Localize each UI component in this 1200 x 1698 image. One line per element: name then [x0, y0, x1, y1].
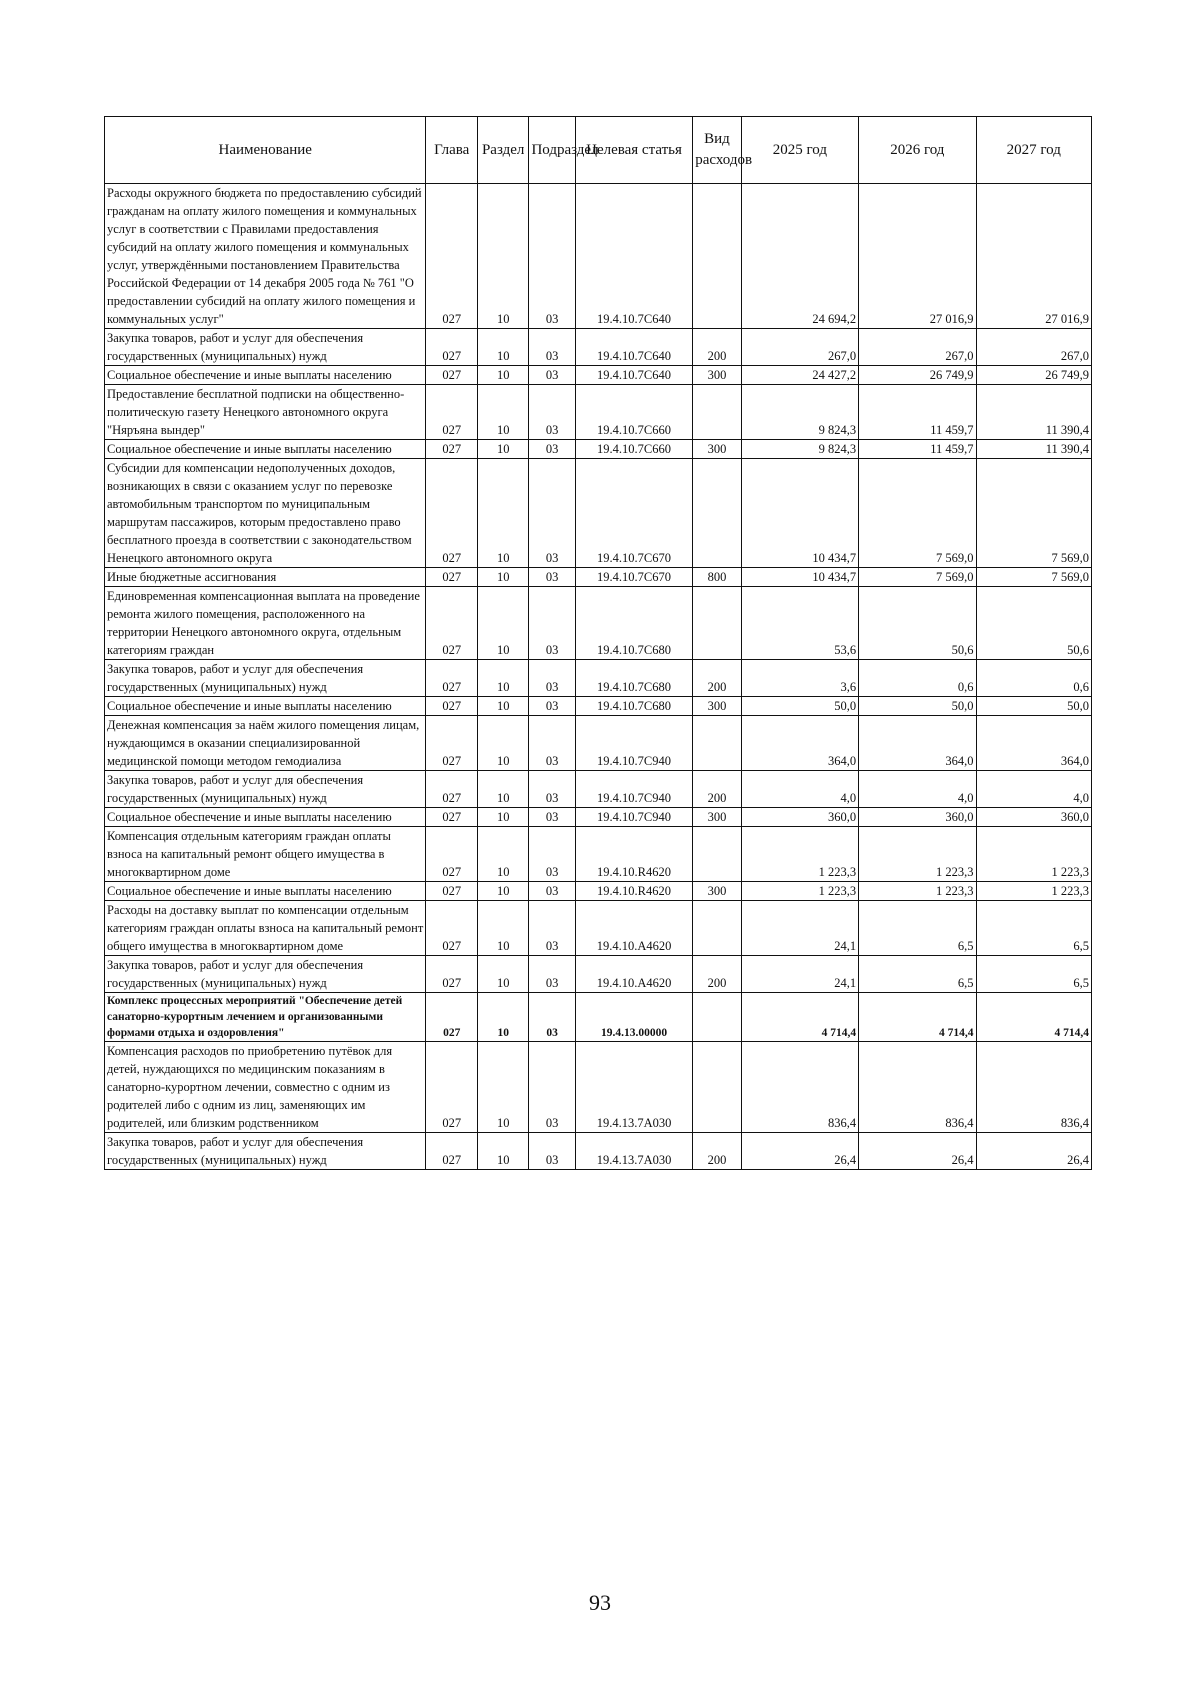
row-2025: 10 434,7	[741, 459, 858, 568]
table-row	[105, 459, 1092, 568]
row-subsection: 03	[529, 459, 575, 568]
row-2026: 360,0	[859, 808, 976, 827]
row-2027: 50,6	[976, 587, 1091, 660]
row-name: Закупка товаров, работ и услуг для обеспечения государственных (муниципальных) нужд	[105, 956, 426, 993]
header-exp-type: Вид расходов	[693, 117, 741, 184]
row-exp-type	[693, 184, 741, 329]
row-subsection: 03	[529, 660, 575, 697]
row-subsection: 03	[529, 956, 575, 993]
row-exp-type	[693, 459, 741, 568]
row-section: 10	[477, 771, 529, 808]
row-2025: 53,6	[741, 587, 858, 660]
row-2027: 26,4	[976, 1133, 1091, 1170]
row-target: 19.4.10.R4620	[575, 827, 692, 882]
row-2026: 26 749,9	[859, 366, 976, 385]
row-chapter: 027	[426, 184, 478, 329]
row-2026: 0,6	[859, 660, 976, 697]
row-section: 10	[477, 882, 529, 901]
row-subsection: 03	[529, 440, 575, 459]
row-2026: 6,5	[859, 901, 976, 956]
row-2025: 24,1	[741, 901, 858, 956]
row-2025: 24,1	[741, 956, 858, 993]
row-target: 19.4.10.7С660	[575, 440, 692, 459]
row-subsection: 03	[529, 882, 575, 901]
row-2027: 6,5	[976, 956, 1091, 993]
table-row	[105, 366, 1092, 385]
row-2026: 1 223,3	[859, 827, 976, 882]
row-section: 10	[477, 440, 529, 459]
header-2026: 2026 год	[859, 117, 976, 184]
header-2027: 2027 год	[976, 117, 1091, 184]
row-section: 10	[477, 184, 529, 329]
row-exp-type	[693, 901, 741, 956]
row-section: 10	[477, 660, 529, 697]
row-exp-type	[693, 827, 741, 882]
row-name: Закупка товаров, работ и услуг для обеспечения государственных (муниципальных) нужд	[105, 771, 426, 808]
row-2026: 6,5	[859, 956, 976, 993]
row-name: Закупка товаров, работ и услуг для обеспечения государственных (муниципальных) нужд	[105, 660, 426, 697]
row-exp-type: 300	[693, 697, 741, 716]
row-section: 10	[477, 993, 529, 1042]
row-chapter: 027	[426, 1042, 478, 1133]
row-chapter: 027	[426, 385, 478, 440]
row-2027: 0,6	[976, 660, 1091, 697]
row-subsection: 03	[529, 385, 575, 440]
row-chapter: 027	[426, 808, 478, 827]
row-exp-type	[693, 993, 741, 1042]
row-section: 10	[477, 1042, 529, 1133]
row-2025: 24 694,2	[741, 184, 858, 329]
row-subsection: 03	[529, 993, 575, 1042]
row-chapter: 027	[426, 1133, 478, 1170]
row-2027: 50,0	[976, 697, 1091, 716]
row-name: Комплекс процессных мероприятий "Обеспечение детей санаторно-курортным лечением и организованными формами отдыха и оздоровления"	[105, 993, 426, 1042]
page-number: 93	[589, 1590, 611, 1615]
header-section: Раздел	[477, 117, 529, 184]
row-name: Расходы на доставку выплат по компенсации отдельным категориям граждан оплаты взноса на капитальный ремонт общего имущества в многоквартирном доме	[105, 901, 426, 956]
row-2026: 7 569,0	[859, 459, 976, 568]
row-subsection: 03	[529, 1042, 575, 1133]
row-2025: 10 434,7	[741, 568, 858, 587]
table-row	[105, 956, 1092, 993]
row-subsection: 03	[529, 366, 575, 385]
row-chapter: 027	[426, 771, 478, 808]
row-exp-type: 200	[693, 329, 741, 366]
row-2026: 26,4	[859, 1133, 976, 1170]
row-target: 19.4.10.7С680	[575, 660, 692, 697]
row-subsection: 03	[529, 901, 575, 956]
row-name: Денежная компенсация за наём жилого помещения лицам, нуждающимся в оказании специализированной медицинской помощи методом гемодиализа	[105, 716, 426, 771]
row-target: 19.4.10.7С670	[575, 459, 692, 568]
row-name: Социальное обеспечение и иные выплаты населению	[105, 697, 426, 716]
table-row	[105, 1042, 1092, 1133]
row-2025: 1 223,3	[741, 827, 858, 882]
row-subsection: 03	[529, 697, 575, 716]
row-subsection: 03	[529, 1133, 575, 1170]
row-subsection: 03	[529, 771, 575, 808]
row-chapter: 027	[426, 440, 478, 459]
row-2025: 24 427,2	[741, 366, 858, 385]
row-exp-type: 200	[693, 1133, 741, 1170]
row-name: Социальное обеспечение и иные выплаты населению	[105, 440, 426, 459]
row-subsection: 03	[529, 808, 575, 827]
row-2026: 1 223,3	[859, 882, 976, 901]
row-2026: 836,4	[859, 1042, 976, 1133]
row-exp-type: 200	[693, 771, 741, 808]
row-chapter: 027	[426, 329, 478, 366]
table-body	[105, 184, 1092, 1170]
row-2027: 1 223,3	[976, 882, 1091, 901]
row-name: Компенсация расходов по приобретению путёвок для детей, нуждающихся по медицинским показаниям в санаторно-курортном лечении, совместно с одним из родителей либо с одним из лиц, заменяющих им родителей, или близким родственником	[105, 1042, 426, 1133]
row-section: 10	[477, 366, 529, 385]
row-exp-type	[693, 385, 741, 440]
row-2027: 27 016,9	[976, 184, 1091, 329]
row-name: Социальное обеспечение и иные выплаты населению	[105, 808, 426, 827]
row-2025: 50,0	[741, 697, 858, 716]
header-target: Целевая статья	[575, 117, 692, 184]
header-subsection: Подраздел	[529, 117, 575, 184]
table-row	[105, 184, 1092, 329]
row-2027: 4,0	[976, 771, 1091, 808]
row-2025: 360,0	[741, 808, 858, 827]
row-2025: 4,0	[741, 771, 858, 808]
row-exp-type: 200	[693, 660, 741, 697]
row-name: Единовременная компенсационная выплата на проведение ремонта жилого помещения, расположенного на территории Ненецкого автономного округа, отдельным категориям граждан	[105, 587, 426, 660]
row-exp-type	[693, 587, 741, 660]
row-target: 19.4.10.7С680	[575, 587, 692, 660]
row-exp-type: 200	[693, 956, 741, 993]
row-target: 19.4.10.7С640	[575, 184, 692, 329]
row-target: 19.4.10.7С660	[575, 385, 692, 440]
table-row	[105, 882, 1092, 901]
row-chapter: 027	[426, 956, 478, 993]
row-name: Социальное обеспечение и иные выплаты населению	[105, 882, 426, 901]
row-exp-type: 300	[693, 440, 741, 459]
row-2027: 7 569,0	[976, 459, 1091, 568]
row-target: 19.4.10.7С640	[575, 329, 692, 366]
table-row	[105, 827, 1092, 882]
row-exp-type: 300	[693, 366, 741, 385]
row-2027: 1 223,3	[976, 827, 1091, 882]
row-2026: 11 459,7	[859, 440, 976, 459]
header-2025: 2025 год	[741, 117, 858, 184]
table-row	[105, 385, 1092, 440]
header-name: Наименование	[105, 117, 426, 184]
row-2026: 267,0	[859, 329, 976, 366]
row-chapter: 027	[426, 697, 478, 716]
row-2026: 11 459,7	[859, 385, 976, 440]
row-name: Субсидии для компенсации недополученных доходов, возникающих в связи с оказанием услуг по перевозке автомобильным транспортом по муниципальным маршрутам пассажиров, которым предоставлено право бесплатного проезда в соответствии с законодательством Ненецкого автономного округа	[105, 459, 426, 568]
row-subsection: 03	[529, 568, 575, 587]
row-subsection: 03	[529, 329, 575, 366]
row-subsection: 03	[529, 827, 575, 882]
row-chapter: 027	[426, 901, 478, 956]
row-2027: 11 390,4	[976, 440, 1091, 459]
row-2025: 3,6	[741, 660, 858, 697]
row-exp-type: 300	[693, 882, 741, 901]
table-row	[105, 440, 1092, 459]
row-name: Иные бюджетные ассигнования	[105, 568, 426, 587]
row-section: 10	[477, 385, 529, 440]
table-row	[105, 660, 1092, 697]
row-2025: 267,0	[741, 329, 858, 366]
row-name: Закупка товаров, работ и услуг для обеспечения государственных (муниципальных) нужд	[105, 329, 426, 366]
row-chapter: 027	[426, 882, 478, 901]
row-target: 19.4.13.00000	[575, 993, 692, 1042]
row-2025: 836,4	[741, 1042, 858, 1133]
row-name: Предоставление бесплатной подписки на общественно-политическую газету Ненецкого автономного округа "Няръяна вындер"	[105, 385, 426, 440]
row-target: 19.4.13.7А030	[575, 1133, 692, 1170]
row-name: Компенсация отдельным категориям граждан оплаты взноса на капитальный ремонт общего имущества в многоквартирном доме	[105, 827, 426, 882]
row-chapter: 027	[426, 993, 478, 1042]
header-chapter: Глава	[426, 117, 478, 184]
row-2025: 1 223,3	[741, 882, 858, 901]
table-row	[105, 697, 1092, 716]
row-target: 19.4.10.7С940	[575, 808, 692, 827]
row-2026: 50,6	[859, 587, 976, 660]
row-chapter: 027	[426, 827, 478, 882]
row-chapter: 027	[426, 660, 478, 697]
row-2025: 26,4	[741, 1133, 858, 1170]
row-section: 10	[477, 901, 529, 956]
row-target: 19.4.10.А4620	[575, 956, 692, 993]
row-target: 19.4.10.7С670	[575, 568, 692, 587]
row-subsection: 03	[529, 184, 575, 329]
row-section: 10	[477, 697, 529, 716]
row-section: 10	[477, 827, 529, 882]
row-exp-type: 800	[693, 568, 741, 587]
table-row	[105, 1133, 1092, 1170]
row-section: 10	[477, 587, 529, 660]
row-2027: 26 749,9	[976, 366, 1091, 385]
row-name: Расходы окружного бюджета по предоставлению субсидий гражданам на оплату жилого помещения и коммунальных услуг в соответствии с Правилами предоставления субсидий на оплату жилого помещения и коммунальных услуг, утверждёнными постановлением Правительства Российской Федерации от 14 декабря 2005 года № 761 "О предоставлении субсидий на оплату жилого помещения и коммунальных услуг"	[105, 184, 426, 329]
row-2026: 50,0	[859, 697, 976, 716]
row-2025: 9 824,3	[741, 385, 858, 440]
budget-table	[104, 116, 1092, 1170]
row-chapter: 027	[426, 366, 478, 385]
table-row	[105, 568, 1092, 587]
table-row	[105, 993, 1092, 1042]
row-2027: 267,0	[976, 329, 1091, 366]
row-name: Социальное обеспечение и иные выплаты населению	[105, 366, 426, 385]
row-section: 10	[477, 956, 529, 993]
row-section: 10	[477, 568, 529, 587]
row-2025: 4 714,4	[741, 993, 858, 1042]
row-2025: 364,0	[741, 716, 858, 771]
row-target: 19.4.13.7А030	[575, 1042, 692, 1133]
row-exp-type: 300	[693, 808, 741, 827]
row-section: 10	[477, 808, 529, 827]
row-exp-type	[693, 1042, 741, 1133]
row-2027: 360,0	[976, 808, 1091, 827]
row-chapter: 027	[426, 587, 478, 660]
table-row	[105, 808, 1092, 827]
row-2026: 7 569,0	[859, 568, 976, 587]
row-2026: 4 714,4	[859, 993, 976, 1042]
row-2027: 836,4	[976, 1042, 1091, 1133]
row-section: 10	[477, 459, 529, 568]
row-target: 19.4.10.7С640	[575, 366, 692, 385]
table-row	[105, 716, 1092, 771]
row-target: 19.4.10.R4620	[575, 882, 692, 901]
table-row	[105, 329, 1092, 366]
row-2027: 4 714,4	[976, 993, 1091, 1042]
row-section: 10	[477, 1133, 529, 1170]
row-2027: 11 390,4	[976, 385, 1091, 440]
row-target: 19.4.10.7С680	[575, 697, 692, 716]
row-2026: 27 016,9	[859, 184, 976, 329]
table-header-row	[105, 117, 1092, 184]
table-row	[105, 771, 1092, 808]
row-2026: 4,0	[859, 771, 976, 808]
row-section: 10	[477, 716, 529, 771]
row-2027: 7 569,0	[976, 568, 1091, 587]
row-exp-type	[693, 716, 741, 771]
row-target: 19.4.10.А4620	[575, 901, 692, 956]
table-row	[105, 901, 1092, 956]
row-subsection: 03	[529, 587, 575, 660]
row-subsection: 03	[529, 716, 575, 771]
row-chapter: 027	[426, 459, 478, 568]
row-2027: 6,5	[976, 901, 1091, 956]
row-name: Закупка товаров, работ и услуг для обеспечения государственных (муниципальных) нужд	[105, 1133, 426, 1170]
row-chapter: 027	[426, 716, 478, 771]
row-target: 19.4.10.7С940	[575, 771, 692, 808]
row-2027: 364,0	[976, 716, 1091, 771]
row-chapter: 027	[426, 568, 478, 587]
row-2025: 9 824,3	[741, 440, 858, 459]
row-section: 10	[477, 329, 529, 366]
table-row	[105, 587, 1092, 660]
row-target: 19.4.10.7С940	[575, 716, 692, 771]
row-2026: 364,0	[859, 716, 976, 771]
